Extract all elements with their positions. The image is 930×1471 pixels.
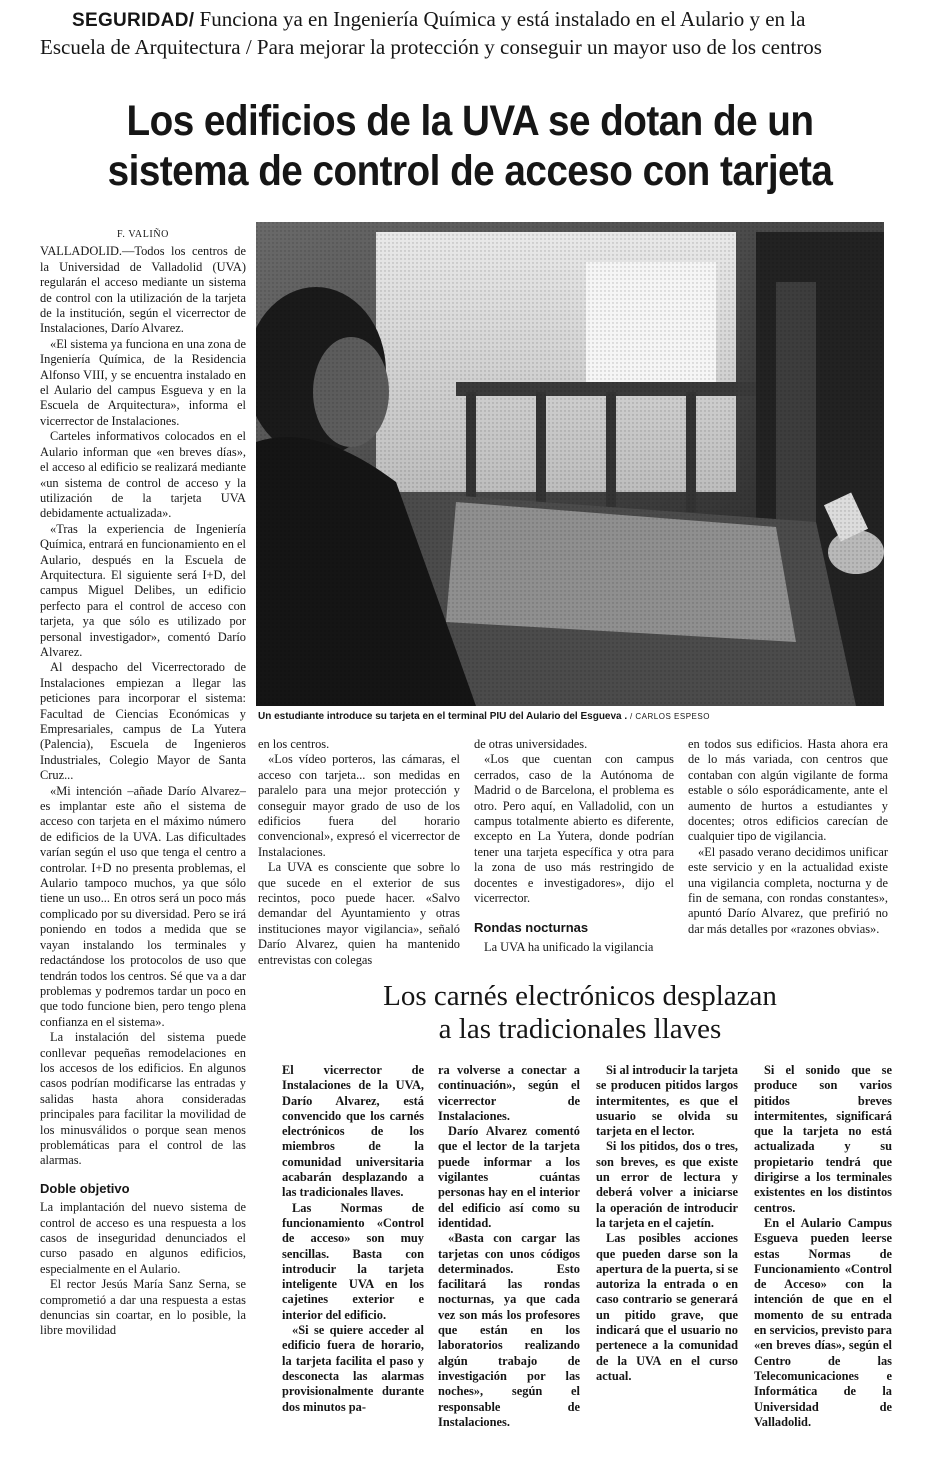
kicker-line-1: Funciona ya en Ingeniería Química y está instalado en el Aulario y en la [199, 7, 806, 31]
article-column-1 [40, 227, 246, 1339]
paragraph: La UVA es consciente que sobre lo que sucede en el exterior de sus recintos, poco puede hacer. «Salvo demandar del Ayuntamiento y otras instituciones mayor vigilancia», señaló Darío Alvarez, quien ha mantenido entrevistas con colegas [258, 860, 460, 967]
headline-line-2: sistema de control de acceso con tarjeta [107, 147, 833, 195]
section-tag: SEGURIDAD/ [72, 10, 195, 31]
article-column-3 [474, 737, 674, 955]
secondary-headline [270, 980, 890, 1046]
headline-line-1: Los edificios de la UVA se dotan de un [126, 97, 814, 145]
paragraph: «El sistema ya funciona en una zona de Ingeniería Química, de la Residencia Alfonso VIII, y se encuentra instalado en el Aulario del campus Esgueva y en la Escuela de Arquitectura», informa el vicerrector de Instalaciones. [40, 336, 246, 428]
paragraph: Las Normas de funcionamiento «Control de acceso» son muy sencillas. Basta con introducir la tarjeta inteligente UVA en los cajetines exterior e interior del edificio. [282, 1200, 424, 1322]
paragraph: «Los vídeo porteros, las cámaras, el acceso con tarjeta... son medidas en paralelo para una mejor protección y conseguir mayor grado de uso de los edificios fuera del horario convencional», expresó el vicerrector de Instalaciones. [258, 752, 460, 859]
main-headline [83, 96, 857, 196]
subheading-doble-objetivo: Doble objetivo [40, 1180, 130, 1196]
paragraph: «El pasado verano decidimos unificar este servicio y en la actualidad existe una vigilancia completa, nocturna y de fin de semana, con rondas constantes», apuntó Darío Alvarez, que prefirió no dar más detalles por «razones obvias». [688, 844, 888, 936]
photo-credit: / CARLOS ESPESO [629, 712, 710, 721]
paragraph: «Los que cuentan con campus cerrados, caso de la Autónoma de Madrid o de Barcelona, el problema es otro. Pero aquí, en Valladolid, con un campus totalmente abierto es diferente, excepto en La Yutera, donde podrían tener una tarjeta específica y otra para la zona de uso más restringido de docentes e investigadores», dijo el vicerrector. [474, 752, 674, 906]
paragraph: «Mi intención –añade Darío Alvarez– es implantar este año el sistema de acceso con tarjeta en el máximo número de edificios de la UVA. Las dificultades varían según el uso que tenga el centro a controlar. I+D no presenta problemas, el Aulario tampoco muchos, ya que sólo tiene un uso... En otros será un poco más complicado por su diversidad. Pero se irá poniendo en todos a medida que se vayan instalando los terminales y redactándose los protocolos de uso que tendrán todos los centros. Sé que va a dar problemas y podremos tardar un poco en que todo funcione bien, pero tengo plena confianza en el sistema». [40, 783, 246, 1029]
photo-illustration [256, 222, 884, 706]
secondary-headline-line-2: a las tradicionales llaves [438, 1013, 722, 1045]
caption-text: Un estudiante introduce su tarjeta en el terminal PIU del Aulario del Esgueva . [258, 711, 628, 722]
secondary-headline-line-1: Los carnés electrónicos desplazan [383, 980, 777, 1012]
paragraph: en todos sus edificios. Hasta ahora era de lo más variada, con centros que contaban con algún vigilante de forma estable o sólo esporádicamente, ante el aumento de hurtos a estudiantes y docentes; otros edificios carecían de cualquier tipo de vigilancia. [688, 737, 888, 844]
paragraph: El vicerrector de Instalaciones de la UVA, Darío Alvarez, está convencido que los carnés electrónicos de los miembros de la comunidad universitaria acabarán desplazando a las tradicionales llaves. [282, 1063, 424, 1200]
sidebar-article-column-2 [438, 1063, 580, 1430]
paragraph: ra volverse a conectar a continuación», según el vicerrector de Instalaciones. [438, 1063, 580, 1123]
paragraph: Darío Alvarez comentó que el lector de la tarjeta puede informar a los vigilantes cuántas personas hay en el interior del edificio así como su identidad. [438, 1124, 580, 1230]
paragraph: de otras universidades. [474, 737, 588, 751]
paragraph: La instalación del sistema puede conllevar pequeñas remodelaciones en los accesos de los edificios. En algunos casos podrían modificarse las entradas y salidas hasta ahora consideradas principales para facilitar la movilidad de los minusválidos o porque sean menos problemáticas para el control de las alarmas. [40, 1030, 246, 1168]
paragraph: «Tras la experiencia de Ingeniería Química, entrará en funcionamiento en el Aulario, después en la Escuela de Arquitectura. El siguiente será I+D, del campus Miguel Delibes, un edificio perfecto para el control de acceso con tarjeta, ya que sólo es utilizado por personal investigador», comentó Darío Alvarez. [40, 521, 246, 659]
paragraph: Si los pitidos, dos o tres, son breves, es que existe un error de lectura y deberá volver a iniciarse la operación de introducir la tarjeta en el cajetín. [596, 1139, 738, 1230]
kicker-line-2: Escuela de Arquitectura / Para mejorar la protección y conseguir un mayor uso de los centros [40, 35, 822, 59]
news-photo [256, 222, 884, 706]
byline: F. VALIÑO [116, 229, 170, 240]
paragraph: «Si se quiere acceder al edificio fuera de horario, la tarjeta facilita el paso y desconecta las alarmas provisionalmente durante dos minutos pa- [282, 1323, 424, 1414]
paragraph: El rector Jesús María Sanz Serna, se comprometió a dar una respuesta a estas denuncias sin coartar, en lo posible, la libre movilidad [40, 1277, 246, 1338]
paragraph: Carteles informativos colocados en el Aulario informan que «en breves días», el acceso al edificio se realizará mediante «un sistema de control de acceso y la utilización de la tarjeta UVA debidamente actualizada». [40, 429, 246, 521]
photo-caption [258, 711, 884, 722]
paragraph: La UVA ha unificado la vigilancia [484, 939, 654, 954]
paragraph: en los centros. [258, 737, 330, 751]
sidebar-article-column-3 [596, 1063, 738, 1384]
paragraph: Las posibles acciones que pueden darse son la apertura de la puerta, si se autoriza la entrada o en caso contrario se generará un pitido grave, que indicará que el usuario no pertenece a la comunidad de la UVA en el curso actual. [596, 1231, 738, 1383]
subheading-rondas-nocturnas: Rondas nocturnas [474, 920, 589, 936]
sidebar-article-column-1 [282, 1063, 424, 1415]
article-column-2 [258, 737, 460, 968]
paragraph: Si al introducir la tarjeta se producen pitidos largos intermitentes, es que el usuario se olvida su tarjeta en el lector. [596, 1063, 738, 1139]
paragraph: En el Aulario Campus Esgueva pueden leerse estas Normas de Funcionamiento «Control de Acceso» con la intención de que en el momento de su entrada en servicios, previsto para «en breves días», según el Centro de las Telecomunicaciones e Informática de la Universidad de Valladolid. [754, 1215, 892, 1429]
paragraph: Si el sonido que se produce son varios pitidos breves intermitentes, significará que la tarjeta no está actualizada y su propietario tendrá que dirigirse a los terminales existentes en los distintos centros. [754, 1063, 892, 1215]
paragraph: Al despacho del Vicerrectorado de Instalaciones empiezan a llegar las peticiones para incorporar el sistema: Facultad de Ciencias Económicas y Empresariales, campus de La Yutera (Palencia), Escuela de Ingenieros Industriales, Colegio Mayor de Santa Cruz... [40, 660, 246, 783]
paragraph: «Basta con cargar las tarjetas con unos códigos determinados. Esto facilitará las rondas nocturnas, ya que cada vez son más los profesores que están en los laboratorios realizando algún trabajo de investigación por las noches», según el responsable de Instalaciones. [438, 1231, 580, 1429]
section-kicker [40, 6, 900, 60]
sidebar-article-column-4 [754, 1063, 892, 1430]
paragraph: VALLADOLID.—Todos los centros de la Universidad de Valladolid (UVA) regularán el acceso mediante un sistema de control con la utilización de la tarjeta de la institución, según el vicerrector de Instalaciones, Darío Alvarez. [40, 244, 246, 336]
paragraph: La implantación del nuevo sistema de control de acceso es una respuesta a los casos de inseguridad denunciados el curso pasado en algunos edificios, especialmente en el Aulario. [40, 1200, 246, 1276]
article-column-4 [688, 737, 888, 937]
